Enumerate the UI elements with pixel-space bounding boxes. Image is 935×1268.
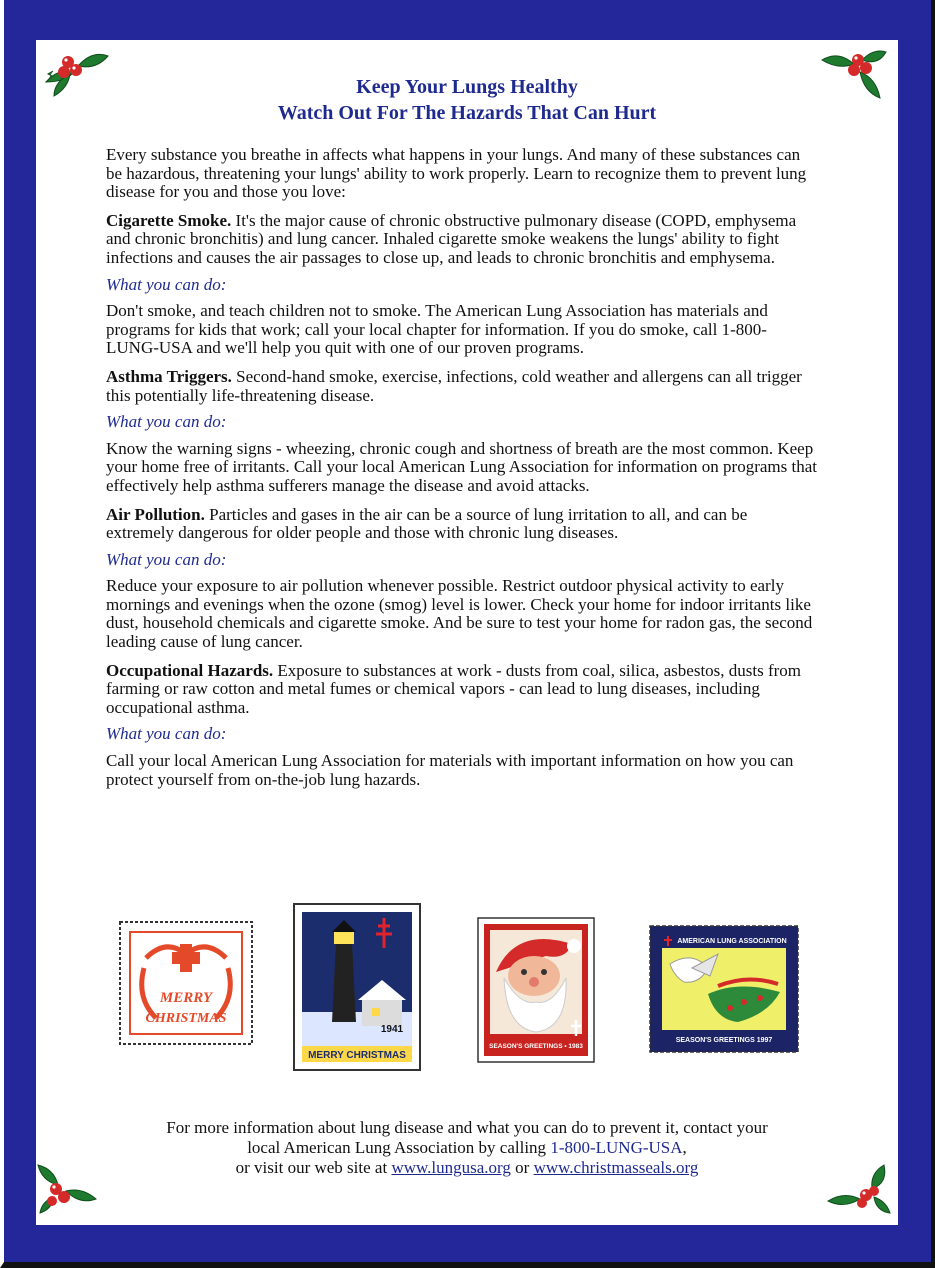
section-action: Don't smoke, and teach children not to smoke. The American Lung Association has materials and programs for kids that work; call your local chapter for information. If you do smoke, call 1-800-LUNG-USA and we'll help you quit with one of our proven programs.	[106, 301, 768, 358]
what-you-can-do-label: What you can do:	[106, 274, 227, 294]
stamp-1983-santa	[476, 916, 596, 1064]
footer-line-1: For more information about lung disease and what you can do to prevent it, contact your	[166, 1118, 768, 1137]
section-air-pollution	[106, 506, 818, 543]
footer-line-2	[76, 1138, 858, 1158]
footer-text: ,	[682, 1138, 687, 1157]
section-text: Exposure to substances at work - dusts from coal, silica, asbestos, dusts from farming or raw cotton and metal fumes or chemical vapors - can lead to lung diseases, including occupational asthma.	[106, 660, 802, 717]
stamp-text: CHRISTMAS	[145, 1011, 227, 1026]
title-line-1: Keep Your Lungs Healthy	[356, 76, 578, 98]
intro-paragraph: Every substance you breathe in affects what happens in your lungs. And many of these substances can be hazardous, threatening your lungs' ability to work properly. Learn to recognize them to prevent lung disease for you and those you love:	[106, 145, 807, 202]
christmas-seal-stamps	[116, 902, 816, 1072]
footer-text: local American Lung Association by calling	[247, 1138, 551, 1157]
section-action: Reduce your exposure to air pollution whenever possible. Restrict outdoor physical activity to early mornings and evenings when the ozone (smog) level is lower. Check your home for indoor irritants like dust, household chemicals and cigarette smoke. And be sure to test your home for radon gas, the second leading cause of lung cancer.	[106, 576, 813, 652]
stamp-1997-dove	[648, 924, 800, 1054]
stamp-text: MERRY	[159, 990, 213, 1006]
stamp-1941-lighthouse	[292, 902, 422, 1072]
section-occupational	[106, 662, 818, 718]
what-you-can-do-label: What you can do:	[106, 724, 227, 744]
stamp-year: 1941	[380, 1024, 404, 1035]
section-title: Asthma Triggers.	[106, 366, 232, 386]
stamp-org: AMERICAN LUNG ASSOCIATION	[677, 938, 787, 945]
section-text: It's the major cause of chronic obstructive pulmonary disease (COPD, emphysema and chronic bronchitis) and lung cancer. Inhaled cigarette smoke weakens the lungs' ability to fight infections and causes the air passages to close up, and leads to chronic bronchitis and emphysema.	[106, 210, 797, 267]
section-asthma	[106, 368, 818, 405]
what-you-can-do-label: What you can do:	[106, 412, 227, 432]
lungusa-link[interactable]: www.lungusa.org	[391, 1158, 511, 1177]
section-cigarette	[106, 212, 818, 268]
stamp-caption: SEASON'S GREETINGS • 1983	[489, 1043, 583, 1050]
section-text: Particles and gases in the air can be a source of lung irritation to all, and can be extremely dangerous for older people and those with chronic lung diseases.	[106, 504, 748, 543]
section-text: Second-hand smoke, exercise, infections, cold weather and allergens can all trigger this potentially life-threatening disease.	[106, 366, 802, 405]
stamp-caption: SEASON'S GREETINGS 1997	[675, 1037, 773, 1044]
section-action: Call your local American Lung Association for materials with important information on how you can protect yourself from on-the-job lung hazards.	[106, 751, 794, 789]
section-title: Air Pollution.	[106, 504, 205, 524]
article-body	[106, 146, 818, 799]
christmasseals-link[interactable]: www.christmasseals.org	[533, 1158, 699, 1177]
contact-footer	[76, 1118, 858, 1178]
section-title: Occupational Hazards.	[106, 660, 274, 680]
stamp-merry-christmas	[116, 918, 256, 1048]
footer-text: or visit our web site at	[235, 1158, 392, 1177]
flyer-page	[36, 40, 898, 1225]
what-you-can-do-label: What you can do:	[106, 549, 227, 569]
page-title	[36, 74, 898, 126]
footer-text: or	[510, 1158, 534, 1177]
section-title: Cigarette Smoke.	[106, 210, 232, 230]
stamp-caption: MERRY CHRISTMAS	[308, 1050, 406, 1061]
footer-line-3	[76, 1158, 858, 1178]
phone-number[interactable]: 1-800-LUNG-USA	[550, 1138, 683, 1157]
section-action: Know the warning signs - wheezing, chronic cough and shortness of breath are the most common. Keep your home free of irritants. Call your local American Lung Association for information on programs that effectively help asthma sufferers manage the disease and avoid attacks.	[106, 438, 817, 495]
title-line-2: Watch Out For The Hazards That Can Hurt	[277, 102, 657, 124]
